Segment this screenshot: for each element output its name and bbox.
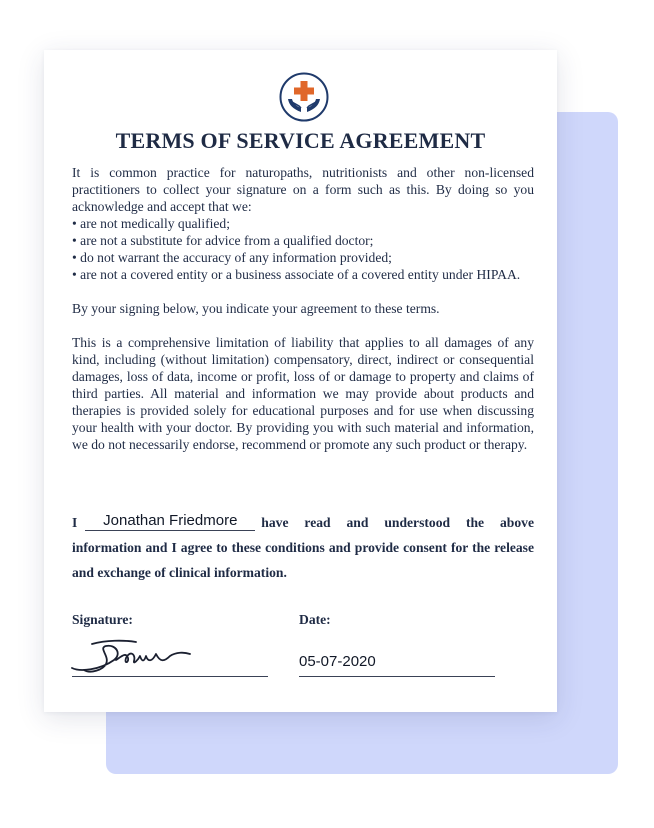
consent-statement [72, 510, 534, 585]
agreement-document [44, 50, 557, 712]
date-line [299, 676, 495, 677]
bullet-item: • do not warrant the accuracy of any information provided; [72, 250, 392, 265]
bullet-item: • are not a substitute for advice from a qualified doctor; [72, 233, 374, 248]
bullet-item: • are not medically qualified; [72, 216, 231, 231]
consent-prefix: I [72, 515, 78, 530]
agreement-note: By your signing below, you indicate your agreement to these terms. [72, 301, 440, 316]
name-field[interactable]: Jonathan Friedmore [85, 512, 255, 531]
date-value[interactable]: 05-07-2020 [299, 653, 376, 670]
document-title: TERMS OF SERVICE AGREEMENT [115, 128, 486, 153]
liability-paragraph: This is a comprehensive limitation of liability that applies to all damages of any kind, including (without limitation) compensatory, direct, indirect or consequential damages, loss of data, income or profit, loss of or damage to property and claims of third parties. All material and information we may provide about products and therapies is provided solely for educational purposes and for use when discussing your health with your doctor. By providing you with such material and information, we do not necessarily endorse, recommend or promote any such product or therapy. [72, 335, 534, 452]
intro-paragraph: It is common practice for naturopaths, nutritionists and other non-licensed practitioners to collect your signature on a form such as this. By doing so you acknowledge and accept that we: [72, 165, 534, 214]
date-label: Date: [299, 612, 331, 627]
bullet-item: • are not a covered entity or a business associate of a covered entity under HIPAA. [72, 267, 521, 282]
signature-label: Signature: [72, 612, 133, 627]
document-body [72, 164, 534, 453]
signature-line [72, 676, 268, 677]
consent-text: have read and understood the above information and I agree to these conditions and provide consent for the release and exchange of clinical information. [72, 515, 534, 580]
signature-drawing[interactable] [70, 634, 200, 676]
medical-cross-hands-icon [279, 72, 329, 122]
